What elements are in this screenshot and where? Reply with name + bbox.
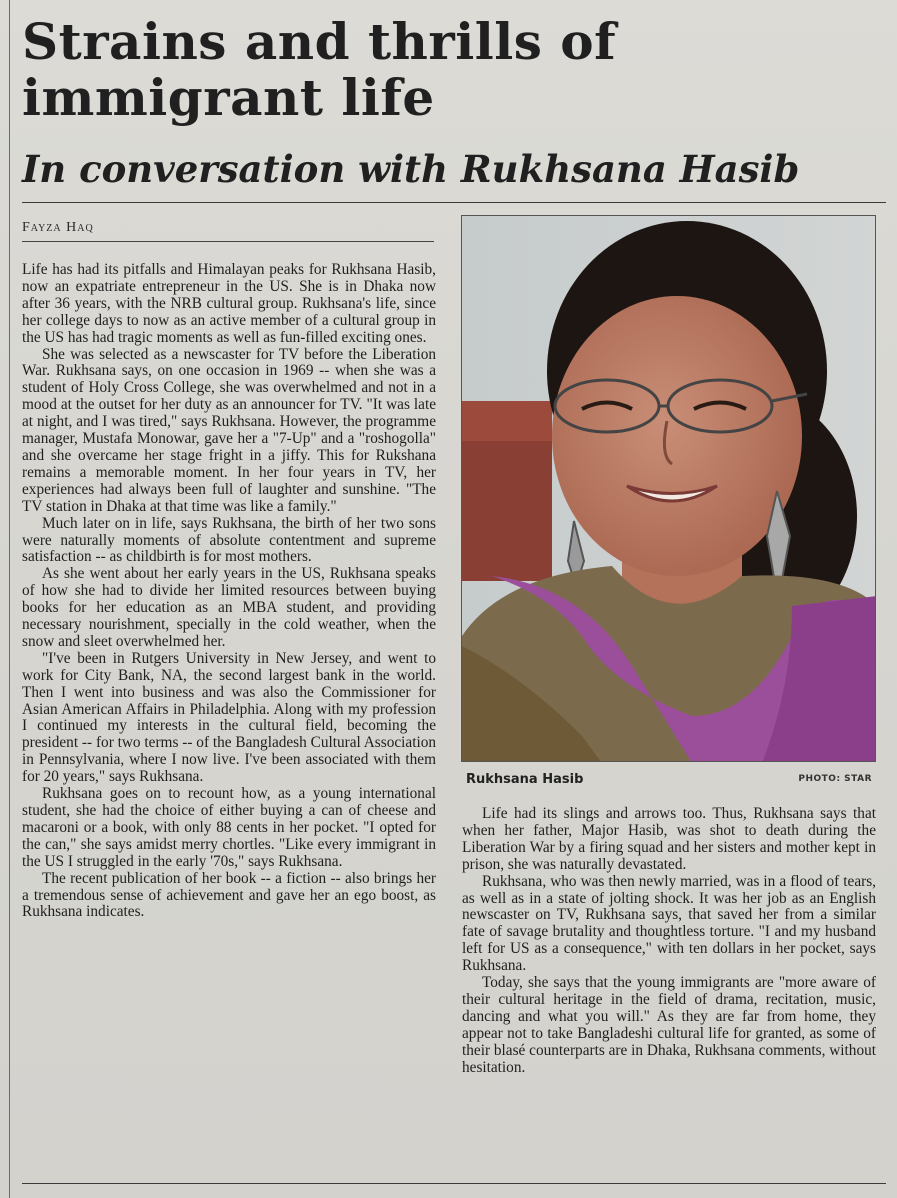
deck-subheadline: In conversation with Rukhsana Hasib	[22, 147, 800, 191]
paragraph: "I've been in Rutgers University in New Jersey, and went to work for City Bank, NA, the second largest bank in the world. Then I went into business and was also the Commissioner for Asian American Affairs in Philadelphia. Along with my profession I continued my interests in the cultural field, becoming the president -- for two terms -- of the Bangladesh Cultural Association in Pennsylvania, where I now live. I've been associated with them for 20 years," says Rukhsana.	[22, 649, 436, 786]
paragraph: As she went about her early years in the US, Rukhsana speaks of how she had to divide her limited resources between buying books for her education as an MBA student, and providing necessary nourishment, specially in the cold weather, when the snow and sleet overwhelmed her.	[22, 565, 436, 650]
paragraph: Rukhsana goes on to recount how, as a young international student, she had the choice of either buying a can of cheese and macaroni or a book, with only 88 cents in her pocket. "I opted for the can," she says amidst merry chortles. "Like every immigrant in the US I struggled in the early '70s," says Rukhsana.	[22, 785, 436, 870]
photo-caption: Rukhsana Hasib	[466, 772, 584, 787]
photo-credit: PHOTO: STAR	[798, 774, 872, 784]
paragraph: The recent publication of her book -- a fiction -- also brings her a tremendous sense of achievement and gave her an ego boost, as Rukhsana indicates.	[22, 869, 436, 921]
portrait-illustration	[462, 216, 876, 762]
paragraph: Life has had its pitfalls and Himalayan peaks for Rukhsana Hasib, now an expatriate entrepreneur in the US. She is in Dhaka now after 36 years, with the NRB cultural group. Rukhsana's life, since her college days to now as an active member of a cultural group in the US has had tragic moments as well as fun-filled exciting ones.	[22, 261, 436, 346]
photo-caption-row	[462, 772, 876, 792]
paragraph: Much later on in life, says Rukhsana, the birth of her two sons were naturally moments of absolute contentment and supreme satisfaction -- as childbirth is for most mothers.	[22, 514, 436, 566]
article-column-left	[22, 262, 436, 921]
column-rule	[9, 0, 10, 1198]
paragraph: Rukhsana, who was then newly married, was in a flood of tears, as well as in a state of jolting shock. It was her job as an English newscaster on TV, Rukhsana says, that saved her from a similar fate of savage brutality and thoughtless torture. "I and my husband left for US as a consequence," with ten dollars in her pocket, says Rukhsana.	[462, 872, 876, 975]
paragraph: Today, she says that the young immigrants are "more aware of their cultural heritage in the field of drama, recitation, music, dancing and what you will." As they are far from home, they appear not to take Bangladeshi cultural life for granted, as some of their blasé counterparts are in Dhaka, Rukhsana comments, without hesitation.	[462, 974, 876, 1076]
paragraph: Life had its slings and arrows too. Thus, Rukhsana says that when her father, Major Hasib, was shot to death during the Liberation War by a firing squad and her sisters and mother kept in prison, she was naturally devastated.	[462, 805, 876, 873]
article-column-right	[462, 806, 876, 1077]
byline: Fayza Haq	[22, 220, 434, 242]
header-divider	[22, 202, 886, 203]
footer-divider	[22, 1183, 886, 1184]
headline: Strains and thrills of immigrant life	[22, 12, 617, 127]
portrait-photo	[461, 215, 876, 762]
paragraph: She was selected as a newscaster for TV before the Liberation War. Rukhsana says, on one occasion in 1969 -- when she was a student of Holy Cross College, she was overwhelmed and not in a mood at the outset for her duty as an announcer for TV. "It was late at night, and I was tired," says Rukhsana. However, the programme manager, Mustafa Monowar, gave her a "7-Up" and a "roshogolla" and she overcame her stage fright in a jiffy. This for Rukshana remains a memorable moment. In her four years in TV, her experiences had always been full of laughter and sunshine. "The TV station in Dhaka at that time was like a family."	[22, 345, 436, 515]
